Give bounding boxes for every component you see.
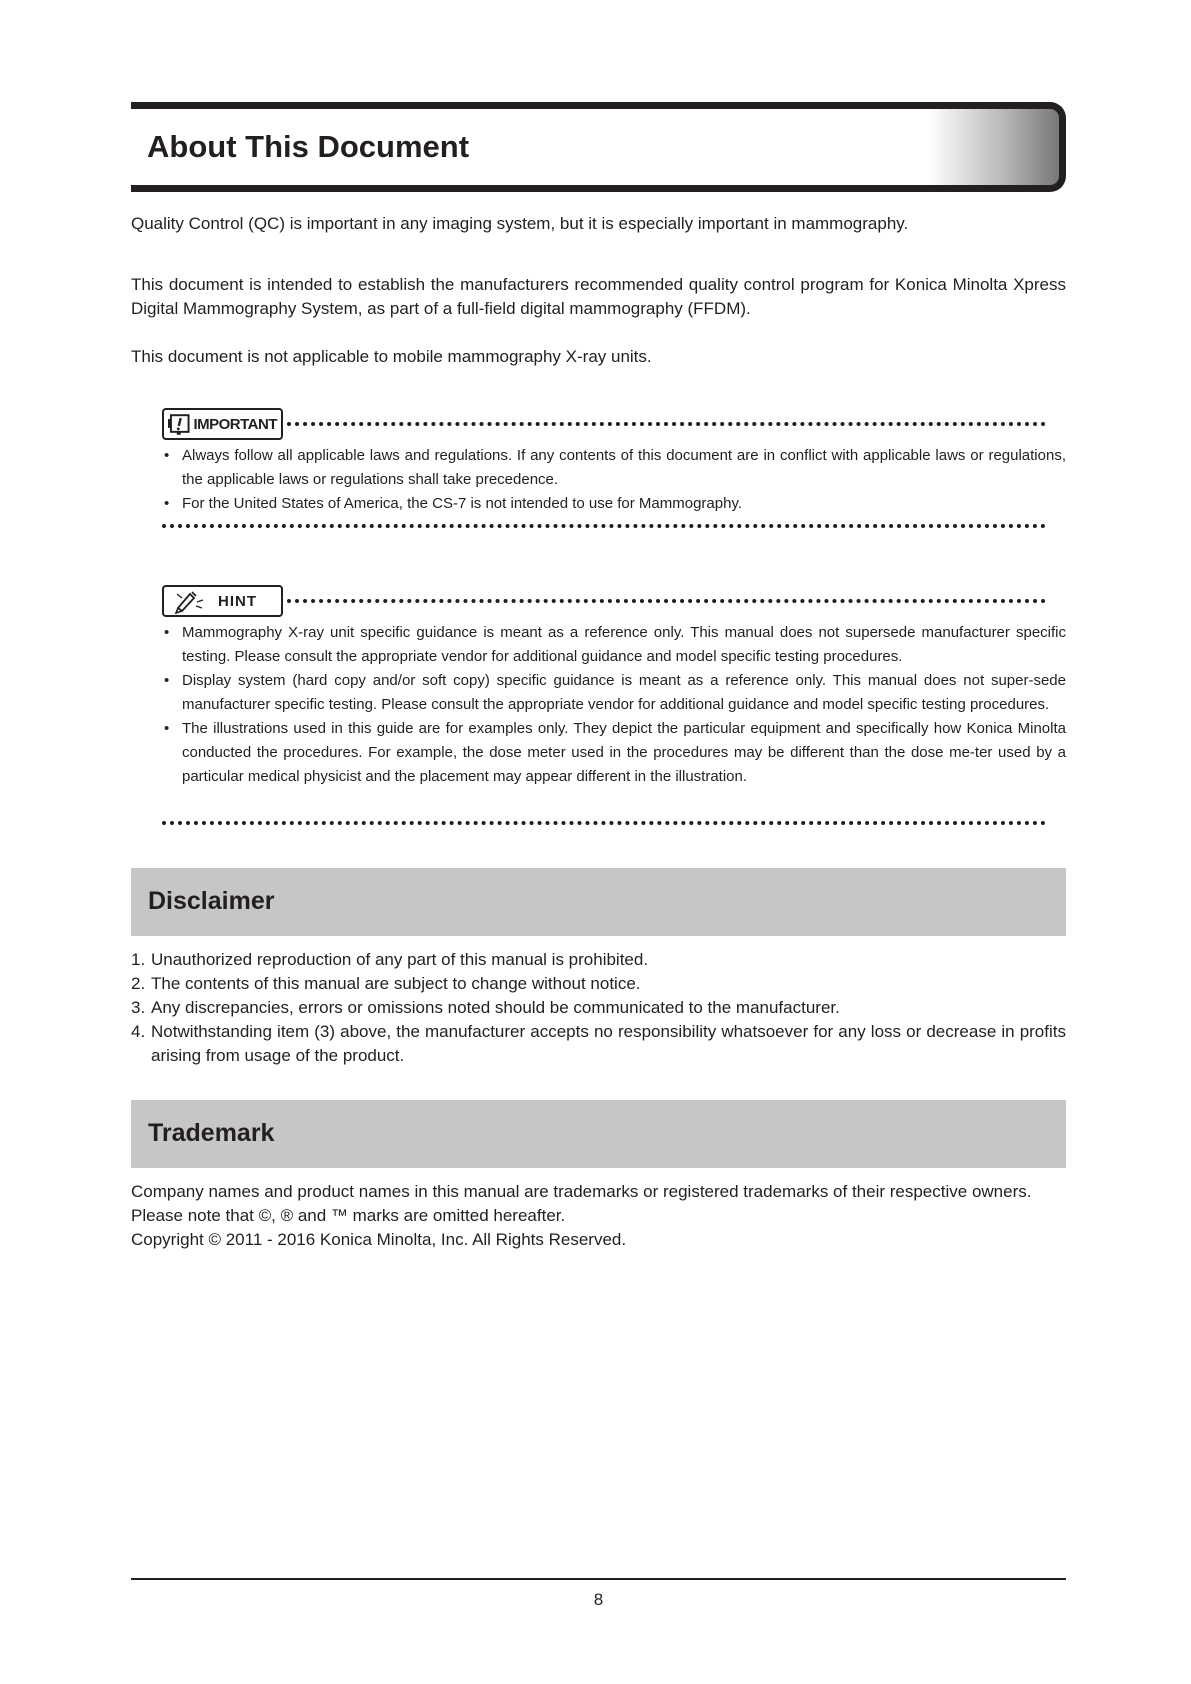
- item-number: 1.: [131, 950, 146, 969]
- hint-label-box: [162, 585, 283, 617]
- list-item: • Display system (hard copy and/or soft copy) specific guidance is meant as a reference only. This manual does not super-sede manufacturer specific testing. Please consult the appropriate vendor for additional guidance and model specific testing procedures.: [162, 669, 1066, 717]
- important-label-box: [162, 408, 283, 440]
- divider-dotted: [287, 422, 1046, 426]
- page-number: 8: [593, 1590, 604, 1609]
- list-item: • Always follow all applicable laws and regulations. If any contents of this document are in conflict with applicable laws or regulations, the applicable laws or regulations shall take precedence.: [162, 444, 1066, 492]
- intro-paragraph-2: This document is intended to establish the manufacturers recommended quality control program for Konica Minolta Xpress Digital Mammography System, as part of a full-field digital mammography (FFDM).: [131, 275, 1066, 318]
- list-item: • Mammography X-ray unit specific guidance is meant as a reference only. This manual does not supersede manufacturer specific testing. Please consult the appropriate vendor for additional guidance and model specific testing procedures.: [162, 621, 1066, 669]
- item-number: 4.: [131, 1022, 146, 1041]
- trademark-heading: Trademark: [148, 1119, 275, 1147]
- hint-note: [162, 585, 1066, 789]
- trademark-line: Copyright © 2011 - 2016 Konica Minolta, Inc. All Rights Reserved.: [131, 1230, 627, 1249]
- list-item: • For the United States of America, the CS-7 is not intended to use for Mammography.: [162, 492, 1066, 516]
- intro-paragraph-3: This document is not applicable to mobile mammography X-ray units.: [131, 347, 652, 366]
- trademark-header: [131, 1100, 1066, 1168]
- important-note: [162, 408, 1066, 516]
- disclaimer-list: [131, 948, 1066, 1068]
- pen-hint-icon: [168, 588, 212, 614]
- trademark-line: Company names and product names in this manual are trademarks or registered trademarks of their respective owners.: [131, 1182, 1032, 1201]
- list-item: • The illustrations used in this guide are for examples only. They depict the particular equipment and specifically how Konica Minolta conducted the procedures. For example, the dose meter used in the procedures may be different than the dose me-ter used by a particular medical physicist and the placement may appear different in the illustration.: [162, 717, 1066, 789]
- item-text: Notwithstanding item (3) above, the manufacturer accepts no responsibility whatsoever for any loss or decrease in profits arising from usage of the product.: [151, 1022, 1066, 1065]
- item-number: 3.: [131, 998, 146, 1017]
- divider-dotted: [287, 599, 1046, 603]
- list-item: [131, 996, 1066, 1020]
- intro-paragraph-1: Quality Control (QC) is important in any imaging system, but it is especially important in mammography.: [131, 214, 909, 233]
- important-label: IMPORTANT: [193, 415, 277, 433]
- hint-list: [162, 621, 1066, 789]
- hint-label: HINT: [218, 592, 257, 610]
- trademark-text: [131, 1180, 1066, 1252]
- disclaimer-header: [131, 868, 1066, 936]
- important-list: [162, 444, 1066, 516]
- footer-rule: [131, 1578, 1066, 1580]
- title-banner: [131, 102, 1066, 192]
- page-title: About This Document: [147, 129, 470, 164]
- item-number: 2.: [131, 974, 146, 993]
- list-item: [131, 972, 1066, 996]
- list-item: [131, 948, 1066, 972]
- item-text: The contents of this manual are subject to change without notice.: [151, 974, 641, 993]
- item-text: Any discrepancies, errors or omissions noted should be communicated to the manufacturer.: [151, 998, 840, 1017]
- disclaimer-heading: Disclaimer: [148, 887, 275, 915]
- list-item: [131, 1020, 1066, 1068]
- trademark-line: Please note that ©, ® and ™ marks are omitted hereafter.: [131, 1206, 566, 1225]
- divider-dotted: [162, 524, 1046, 528]
- divider-dotted: [162, 821, 1046, 825]
- item-text: Unauthorized reproduction of any part of this manual is prohibited.: [151, 950, 649, 969]
- exclamation-note-icon: [168, 412, 193, 436]
